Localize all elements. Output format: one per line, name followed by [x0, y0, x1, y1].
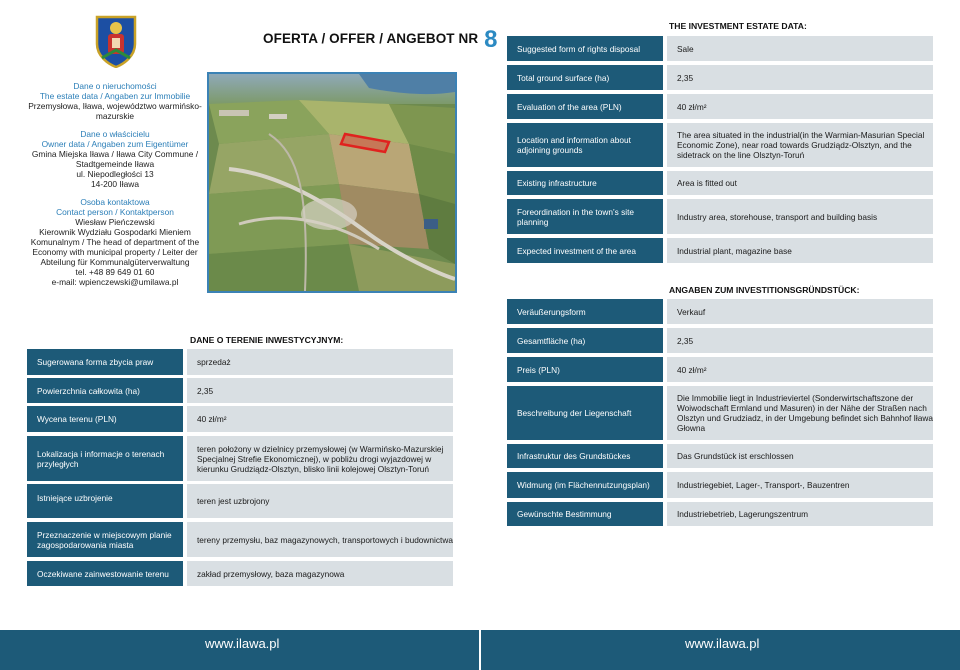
- property-info-title-en-de: The estate data / Angaben zur Immobilie: [39, 91, 191, 101]
- footer-link-right[interactable]: www.ilawa.pl: [685, 636, 760, 651]
- contact-info: [20, 197, 210, 287]
- en-section-heading: THE INVESTMENT ESTATE DATA:: [669, 21, 807, 31]
- contact-phone: tel. +48 89 649 01 60: [75, 267, 155, 277]
- owner-name: Gmina Miejska Iława / Iława City Commune /: [31, 149, 199, 159]
- de-row-value-disposal: Verkauf: [667, 299, 933, 324]
- property-info-title-pl: Dane o nieruchomości: [73, 81, 157, 91]
- pl-row-label-disposal: Sugerowana forma zbycia praw: [27, 349, 183, 375]
- contact-title-en-de: Contact person / Kontaktperson: [56, 207, 174, 217]
- de-row-label-investment: Gewünschte Bestimmung: [507, 502, 663, 526]
- de-row-label-area: Gesamtfläche (ha): [507, 328, 663, 353]
- de-row-label-description: Beschreibung der Liegenschaft: [507, 386, 663, 440]
- pl-row-label-infrastructure: Istniejące uzbrojenie: [27, 484, 183, 518]
- de-row-label-disposal: Veräußerungsform: [507, 299, 663, 324]
- de-row-label-planning: Widmung (im Flächennutzungsplan): [507, 472, 663, 498]
- pl-row-value-price: 40 zł/m²: [187, 406, 453, 432]
- contact-role-line1: Kierownik Wydziału Gospodarki Mieniem: [39, 227, 191, 237]
- contact-name: Wiesław Pieńczewski: [75, 217, 155, 227]
- contact-role-line3: Economy with municipal property / Leiter der: [32, 247, 198, 257]
- en-row-label-disposal: Suggested form of rights disposal: [507, 36, 663, 61]
- pl-row-value-disposal: sprzedaż: [187, 349, 453, 375]
- page-fold-divider: [479, 0, 481, 670]
- en-row-label-location: Location and information about adjoining grounds: [507, 123, 663, 167]
- aerial-photo: [207, 72, 457, 293]
- en-row-label-area: Total ground surface (ha): [507, 65, 663, 90]
- pl-row-value-infrastructure: teren jest uzbrojony: [187, 484, 453, 518]
- en-row-label-infrastructure: Existing infrastructure: [507, 171, 663, 195]
- property-region: mazurskie: [95, 111, 135, 121]
- pl-row-value-investment: zakład przemysłowy, baza magazynowa: [187, 561, 453, 586]
- contact-role-line2: Komunalnym / The head of department of the: [30, 237, 200, 247]
- owner-info-title-pl: Dane o właścicielu: [80, 129, 150, 139]
- de-row-value-infrastructure: Das Grundstück ist erschlossen: [667, 444, 933, 468]
- de-section-heading: ANGABEN ZUM INVESTITIONSGRÜNDSTÜCK:: [669, 285, 860, 295]
- pl-row-value-location: teren położony w dzielnicy przemysłowej (w Warmińsko-Mazurskiej Specjalnej Strefie Ekonomicznej), w pobliżu drogi wyjazdowej w kierunku Grudziądz-Olsztyn, blisko linii kolejowej Olsztyn-Toruń: [187, 436, 453, 481]
- pl-row-label-location: Lokalizacja i informacje o terenach przyległych: [27, 436, 183, 481]
- owner-name-de: Stadtgemeinde Iława: [75, 159, 155, 169]
- en-row-label-planning: Foreordination in the town’s site planning: [507, 199, 663, 234]
- pl-row-label-price: Wycena terenu (PLN): [27, 406, 183, 432]
- de-row-label-infrastructure: Infrastruktur des Grundstückes: [507, 444, 663, 468]
- contact-email[interactable]: e-mail: wpienczewski@umilawa.pl: [51, 277, 179, 287]
- de-row-value-investment: Industriebetrieb, Lagerungszentrum: [667, 502, 933, 526]
- en-row-value-infrastructure: Area is fitted out: [667, 171, 933, 195]
- en-row-value-investment: Industrial plant, magazine base: [667, 238, 933, 263]
- owner-info-title-en-de: Owner data / Angaben zum Eigentümer: [41, 139, 189, 149]
- contact-role-line4: Abteilung für Kommunalgüterverwaltung: [40, 257, 190, 267]
- pl-row-value-area: 2,35: [187, 378, 453, 403]
- de-row-label-price: Preis (PLN): [507, 357, 663, 382]
- footer-link-left[interactable]: www.ilawa.pl: [205, 636, 280, 651]
- en-row-value-planning: Industry area, storehouse, transport and building basis: [667, 199, 933, 234]
- pl-row-value-planning: tereny przemysłu, baz magazynowych, transportowych i budownictwa: [187, 522, 453, 557]
- pl-section-heading: DANE O TERENIE INWESTYCYJNYM:: [190, 335, 344, 345]
- pl-row-label-investment: Oczekiwane zainwestowanie terenu: [27, 561, 183, 586]
- pl-row-label-area: Powierzchnia całkowita (ha): [27, 378, 183, 403]
- offer-title: [263, 26, 498, 54]
- en-row-value-disposal: Sale: [667, 36, 933, 61]
- de-row-value-price: 40 zł/m²: [667, 357, 933, 382]
- de-row-value-description: Die Immobilie liegt in Industrieviertel (Sonderwirtschaftszone der Woiwodschaft Ermland und Masuren) in der Nähe der Straßen nach Olsztyn und Grudziadz, in der Umgebung befindet sich Bahnhof Iława Głowna: [667, 386, 933, 440]
- de-row-value-area: 2,35: [667, 328, 933, 353]
- pl-row-label-planning: Przeznaczenie w miejscowym planie zagospodarowania miasta: [27, 522, 183, 557]
- de-row-value-planning: Industriegebiet, Lager-, Transport-, Bauzentren: [667, 472, 933, 498]
- contact-title-pl: Osoba kontaktowa: [80, 197, 150, 207]
- en-row-value-location: The area situated in the industrial(in the Warmian-Masurian Special Economic Zone), near road towards Grudziądz-Olsztyn, and the sidetrack on the line Olsztyn-Toruń: [667, 123, 933, 167]
- property-info: [20, 81, 210, 121]
- city-crest-icon: [94, 14, 138, 68]
- owner-postcode: 14-200 Iława: [91, 179, 139, 189]
- offer-number: 8: [484, 26, 498, 53]
- en-row-label-investment: Expected investment of the area: [507, 238, 663, 263]
- en-row-value-price: 40 zł/m²: [667, 94, 933, 119]
- en-row-value-area: 2,35: [667, 65, 933, 90]
- en-row-label-price: Evaluation of the area (PLN): [507, 94, 663, 119]
- owner-street: ul. Niepodległości 13: [76, 169, 154, 179]
- offer-title-text: OFERTA / OFFER / ANGEBOT NR: [263, 31, 479, 46]
- owner-info: [20, 129, 210, 189]
- property-address: Przemysłowa, Iława, województwo warmińsko-: [28, 101, 202, 111]
